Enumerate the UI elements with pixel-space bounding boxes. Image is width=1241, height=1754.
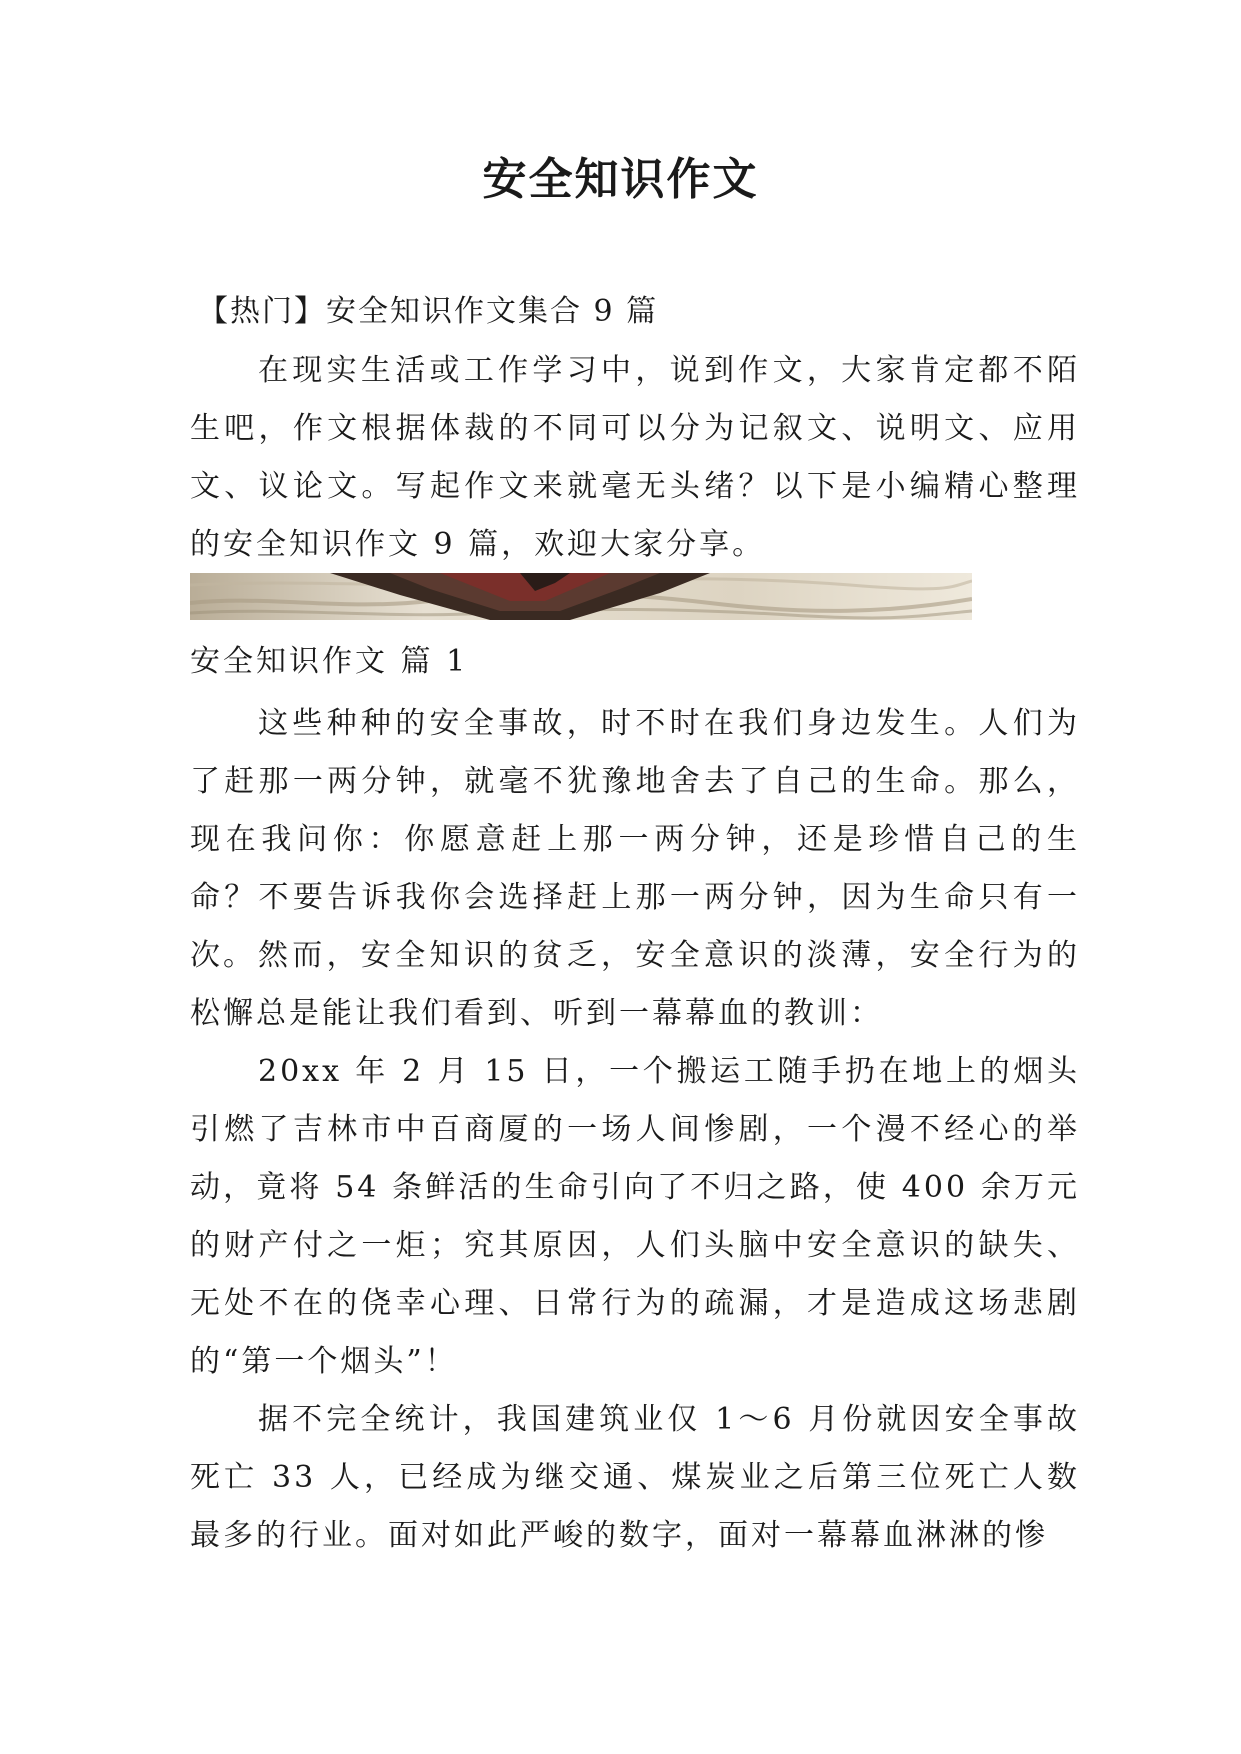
section-title: 安全知识作文 篇 1 (190, 644, 469, 679)
body-paragraph: 然而，安全知识的贫乏，安全意识的淡薄，安全行为的松懈总是能让我们看到、听到一幕幕血的教训： (190, 938, 1080, 1031)
book-banner-image (190, 573, 972, 620)
body-paragraph: 20xx 年 2 月 15 日，一个搬运工随手扔在地上的烟头引燃了吉林市中百商厦的一场人间惨剧，一个漫不经心的举动，竟将 54 条鲜活的生命引向了不归之路，使 400 余万元的财产付之一炬；究其原因，人们头脑中安全意识的缺失、无处不在的侥幸心理、日常行为的疏漏，才是造成这场悲剧的“第一个烟头”！ (190, 1054, 1080, 1379)
intro-paragraph: 在现实生活或工作学习中，说到作文，大家肯定都不陌生吧，作文根据体裁的不同可以分为记叙文、说明文、应用文、议论文。写起作文来就毫无头绪？以下是小编精心整理的安全知识作文 9 篇，欢迎大家分享。 (190, 353, 1080, 562)
document-subtitle: 【热门】安全知识作文集合 9 篇 (198, 294, 659, 329)
body-paragraph: 这些种种的安全事故，时不时在我们身边发生。人们为了赶那一两分钟，就毫不犹豫地舍去了自己的生命。那么，现在我问你：你愿意赶上那一两分钟，还是珍惜自己的生命？不要告诉我你会选择赶上那一两分钟，因为生命只有一次。 (190, 706, 1080, 973)
document-title: 安全知识作文 (482, 154, 759, 205)
body-paragraph: 据不完全统计，我国建筑业仅 1～6 月份就因安全事故死亡 33 人，已经成为继交通、煤炭业之后第三位死亡人数最多的行业。面对如此严峻的数字，面对一幕幕血淋淋的惨 (190, 1402, 1080, 1553)
